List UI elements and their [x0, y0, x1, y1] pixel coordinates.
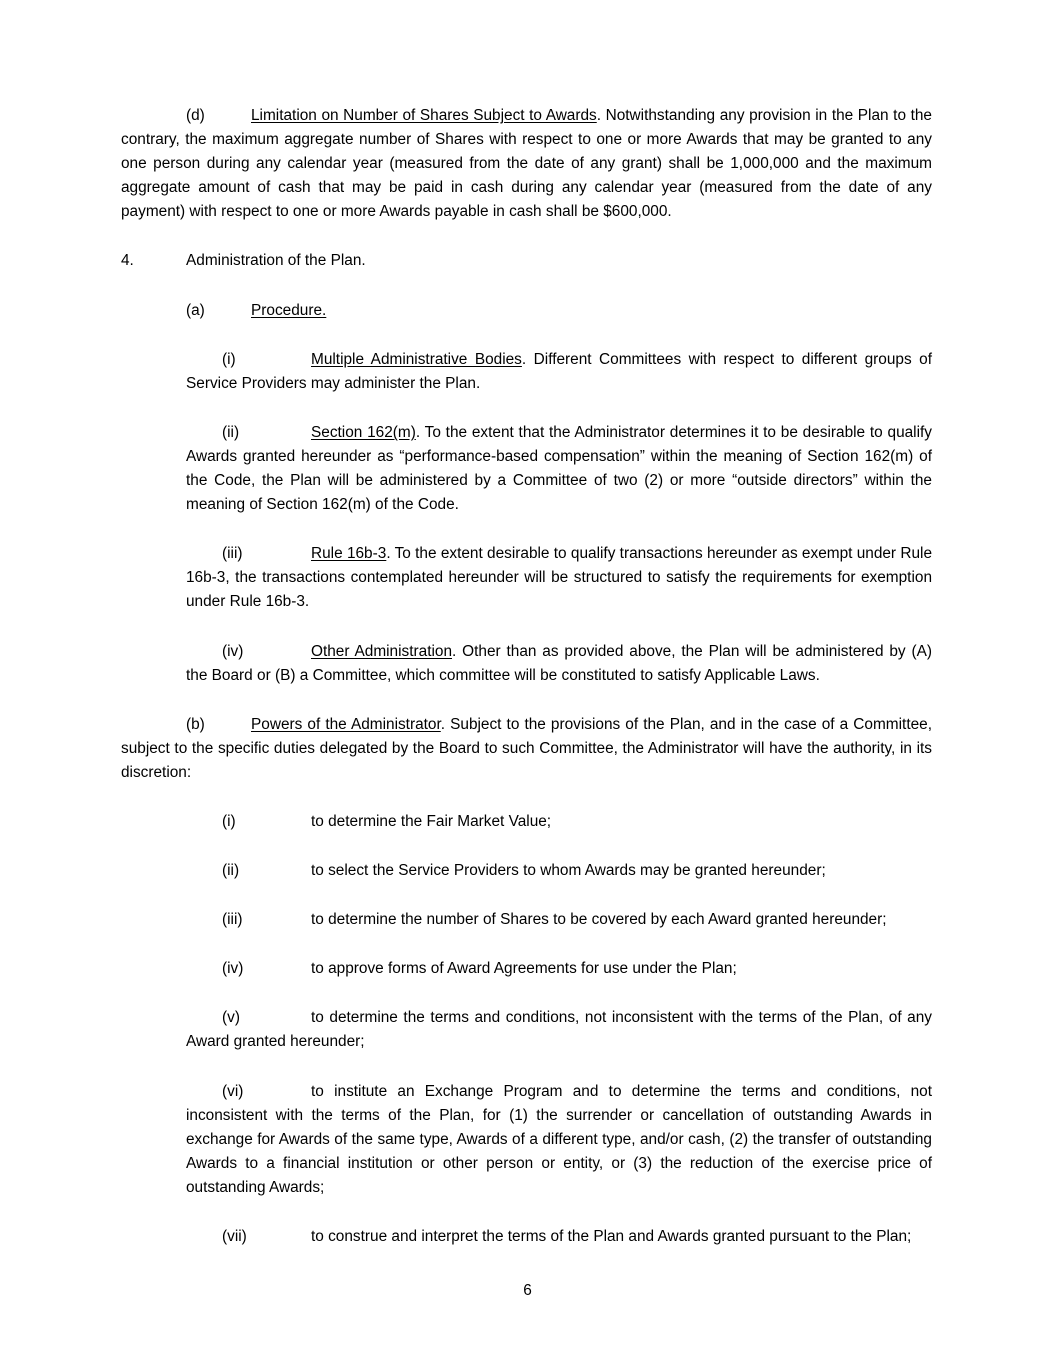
clause-heading-b: Powers of the Administrator: [251, 715, 441, 733]
list-marker-power-v: (v): [222, 1009, 240, 1027]
clause-marker-a-iv: (iv): [222, 642, 244, 660]
section-marker-4: 4.: [121, 252, 134, 270]
clause-text-b: . Subject to the provisions of the Plan, and in the case of a Committee, subject to the specific duties delegated by the Board to such Committee, the Administrator will have the authority, in its discretion:: [121, 715, 932, 781]
spacer: [121, 323, 932, 348]
list-item-power-iii: [121, 908, 932, 932]
list-text-power-vii: to construe and interpret the terms of the Plan and Awards granted pursuant to the Plan;: [311, 1228, 912, 1245]
clause-text-a-ii: . To the extent that the Administrator determines it to be desirable to qualify Awards granted hereunder as “performance-based compensation” within the meaning of Section 162(m) of the Code, the Plan will be administered by a Committee of two (2) or more “outside directors” within the meaning of Section 162(m) of the Code.: [186, 423, 932, 514]
clause-heading-a-iii: Rule 16b-3: [311, 545, 387, 563]
list-item-power-i: [121, 810, 932, 834]
clause-text-a-iii: . To the extent desirable to qualify transactions hereunder as exempt under Rule 16b-3, the transactions contemplated hereunder will be structured to satisfy the requirements for exemption under Rule 16b-3.: [186, 545, 932, 611]
spacer: [121, 834, 932, 859]
paragraph-clause-d: [121, 104, 932, 224]
spacer: [121, 981, 932, 1006]
list-text-power-ii: to select the Service Providers to whom Awards may be granted hereunder;: [311, 862, 826, 880]
clause-marker-a-ii: (ii): [222, 423, 240, 441]
list-item-power-iv: [121, 957, 932, 981]
page-number: 6: [523, 1282, 532, 1299]
clause-marker-a-i: (i): [222, 350, 236, 368]
spacer: [121, 396, 932, 421]
spacer: [121, 1055, 932, 1080]
list-item-power-v: [121, 1006, 932, 1054]
list-text-power-vi: to institute an Exchange Program and to determine the terms and conditions, not inconsistent with the terms of the Plan, for (1) the surrender or cancellation of outstanding Awards in exchange for Awards of the same type, Awards of a different type, and/or cash, (2) the transfer of outstanding Awards to a financial institution or other person or entity, or (3) the reduction of the exercise price of outstanding Awards;: [186, 1082, 932, 1196]
clause-heading-d: Limitation on Number of Shares Subject to Awards: [251, 107, 597, 124]
list-marker-power-iii: (iii): [222, 911, 243, 929]
list-marker-power-ii: (ii): [222, 862, 240, 880]
list-item-power-vi: [121, 1080, 932, 1200]
paragraph-clause-a-i: [121, 348, 932, 396]
list-text-power-v: to determine the terms and conditions, not inconsistent with the terms of the Plan, of any Award granted hereunder;: [186, 1009, 932, 1051]
document-body: [121, 104, 932, 1249]
spacer: [121, 517, 932, 542]
spacer: [121, 615, 932, 640]
list-marker-power-iv: (iv): [222, 960, 244, 978]
paragraph-clause-a-ii: [121, 421, 932, 517]
spacer: [121, 785, 932, 810]
list-text-power-iv: to approve forms of Award Agreements for use under the Plan;: [311, 960, 737, 978]
clause-heading-a-i: Multiple Administrative Bodies: [311, 350, 522, 368]
spacer: [121, 883, 932, 908]
list-marker-power-vi: (vi): [222, 1082, 244, 1100]
paragraph-section-4: [121, 249, 932, 273]
list-item-power-ii: [121, 859, 932, 883]
clause-heading-a-iv: Other Administration: [311, 642, 453, 660]
list-marker-power-vii: (vii): [222, 1228, 247, 1245]
clause-text-d: . Notwithstanding any provision in the Plan to the contrary, the maximum aggregate number of Shares with respect to one or more Awards that may be granted to any one person during any calendar year (measured from the date of any grant) shall be 1,000,000 and the maximum aggregate amount of cash that may be paid in cash during any calendar year (measured from the date of any payment) with respect to one or more Awards payable in cash shall be $600,000.: [121, 107, 932, 221]
paragraph-clause-a: [121, 299, 932, 323]
paragraph-clause-a-iii: [121, 542, 932, 614]
list-text-power-iii: to determine the number of Shares to be covered by each Award granted hereunder;: [311, 911, 887, 929]
spacer: [121, 274, 932, 299]
clause-marker-a: (a): [186, 301, 205, 319]
spacer: [121, 932, 932, 957]
clause-heading-a: Procedure.: [251, 301, 327, 319]
spacer: [121, 224, 932, 249]
list-marker-power-i: (i): [222, 812, 236, 830]
clause-marker-a-iii: (iii): [222, 545, 243, 563]
clause-marker-d: (d): [186, 107, 205, 124]
spacer: [121, 1200, 932, 1225]
paragraph-clause-a-iv: [121, 640, 932, 688]
clause-text-a-iv: . Other than as provided above, the Plan will be administered by (A) the Board or (B) a Committee, which committee will be constituted to satisfy Applicable Laws.: [186, 642, 932, 684]
clause-marker-b: (b): [186, 715, 205, 733]
clause-heading-a-ii: Section 162(m): [311, 423, 416, 441]
clause-text-a-i: . Different Committees with respect to different groups of Service Providers may administer the Plan.: [186, 350, 933, 392]
section-heading-4: Administration of the Plan.: [186, 252, 366, 270]
paragraph-clause-b: [121, 713, 932, 785]
list-item-power-vii: [121, 1225, 932, 1249]
list-text-power-i: to determine the Fair Market Value;: [311, 812, 552, 830]
spacer: [121, 688, 932, 713]
